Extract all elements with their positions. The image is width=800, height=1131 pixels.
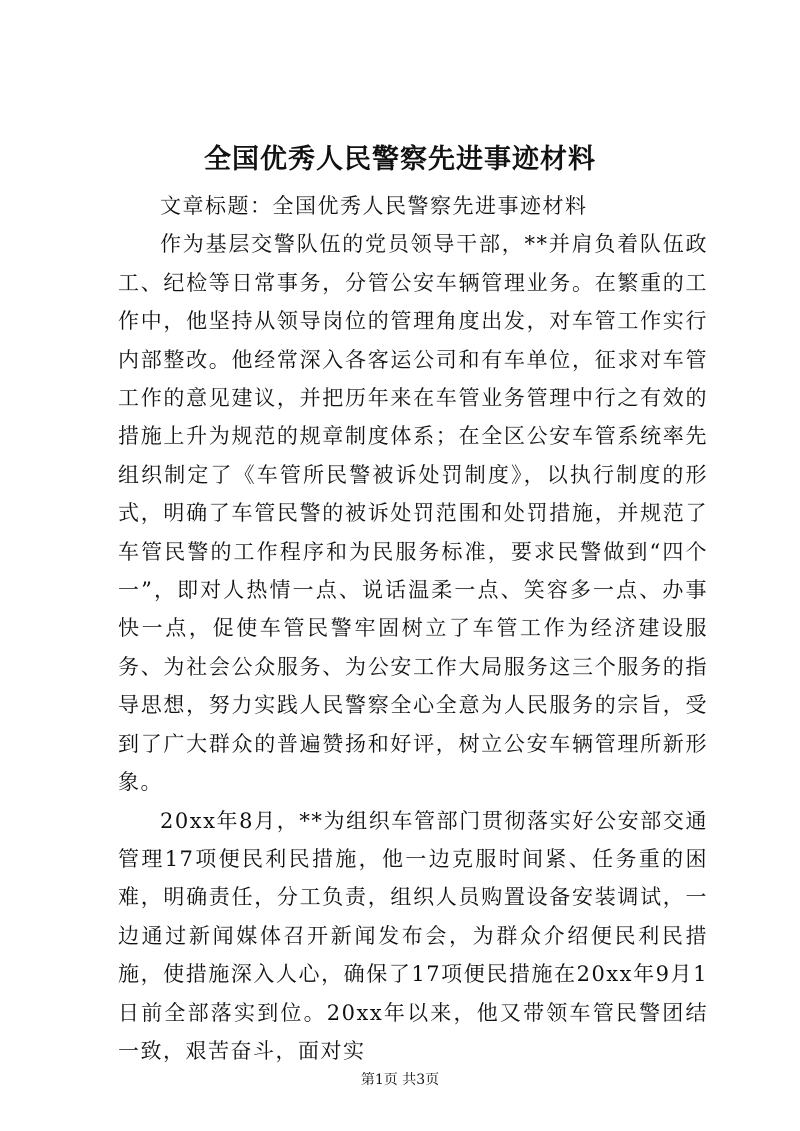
document-body [118,187,708,1070]
paragraph-article-heading: 文章标题：全国优秀人民警察先进事迹材料 [160,194,588,218]
page-number: 第1页 共3页 [360,1072,440,1088]
paragraph-1: 作为基层交警队伍的党员领导干部，**并肩负着队伍政工、纪检等日常事务，分管公安车辆管理业务。在繁重的工作中，他坚持从领导岗位的管理角度出发，对车管工作实行内部整改。他经常深入各客运公司和有车单位，征求对车管工作的意见建议，并把历年来在车管业务管理中行之有效的措施上升为规范的规章制度体系；在全区公安车管系统率先组织制定了《车管所民警被诉处罚制度》，以执行制度的形式，明确了车管民警的被诉处罚范围和处罚措施，并规范了车管民警的工作程序和为民服务标准，要求民警做到“四个一”，即对人热情一点、说话温柔一点、笑容多一点、办事快一点，促使车管民警牢固树立了车管工作为经济建设服务、为社会公众服务、为公安工作大局服务这三个服务的指导思想，努力实践人民警察全心全意为人民服务的宗旨，受到了广大群众的普遍赞扬和好评，树立公安车辆管理所新形象。 [118,232,708,795]
document-title: 全国优秀人民警察先进事迹材料 [204,144,596,175]
paragraph-2: 20xx年8月，**为组织车管部门贯彻落实好公安部交通管理17项便民利民措施，他一边克服时间紧、任务重的困难，明确责任，分工负责，组织人员购置设备安装调试，一边通过新闻媒体召开新闻发布会，为群众介绍便民利民措施，使措施深入人心，确保了17项便民措施在20xx年9月1日前全部落实到位。20xx年以来，他又带领车管民警团结一致，艰苦奋斗，面对实 [118,808,708,1063]
